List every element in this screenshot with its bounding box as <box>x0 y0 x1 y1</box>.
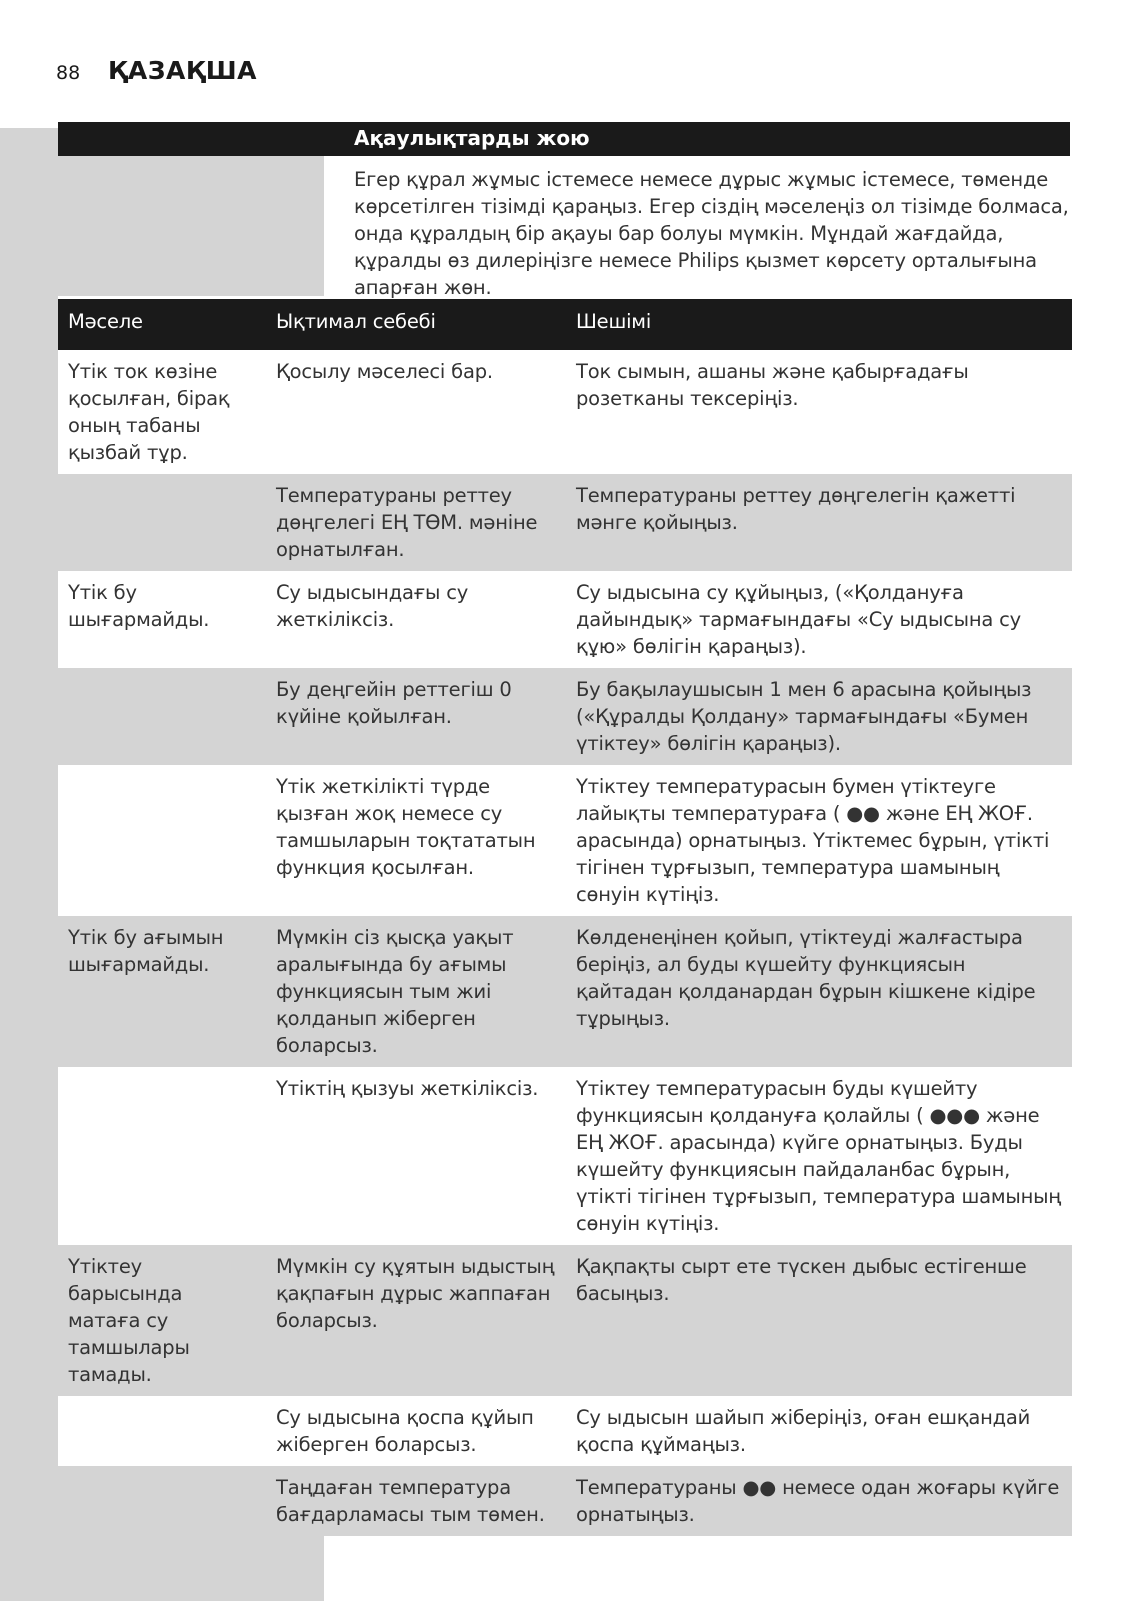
left-margin-band <box>0 128 58 1601</box>
troubleshooting-table <box>58 299 1072 1536</box>
column-header-problem: Мәселе <box>58 299 266 350</box>
cause-cell: Үтіктің қызуы жеткіліксіз. <box>276 1077 539 1100</box>
table-row <box>58 350 1072 474</box>
cause-cell: Үтік жеткілікті түрде қызған жоқ немесе су тамшыларын тоқтататын функция қосылған. <box>276 775 536 879</box>
problem-cell: Үтік бу ағымын шығармайды. <box>58 916 266 1067</box>
page-number: 88 <box>56 62 81 84</box>
cause-cell: Бу деңгейін реттегіш 0 күйіне қойылған. <box>266 668 566 765</box>
solution-cell: Үтіктеу температурасын бумен үтіктеуге лайықты температураға ( ●● және ЕҢ ЖОҒ. арасында) орнатыңыз. Үтіктемес бұрын, үтікті тігінен тұрғызып, температура шамының сөнуін күтіңіз. <box>576 775 1050 906</box>
problem-cell: Үтіктеу барысында матаға су тамшылары тамады. <box>58 1245 266 1396</box>
solution-cell: Су ыдысына су құйыңыз, («Қолдануға дайындық» тармағындағы «Су ыдысына су құю» бөлігін қараңыз). <box>576 581 1022 658</box>
cause-cell: Су ыдысындағы су жеткіліксіз. <box>276 581 469 631</box>
table-row <box>58 765 1072 916</box>
solution-cell: Қақпақты сырт ете түскен дыбыс естігенше басыңыз. <box>566 1245 1072 1396</box>
table-row <box>58 474 1072 571</box>
table-row <box>58 916 1072 1067</box>
cause-cell: Қосылу мәселесі бар. <box>276 360 493 383</box>
problem-cell: Үтік бу шығармайды. <box>68 581 210 631</box>
problem-cell <box>58 1067 266 1245</box>
solution-cell: Су ыдысын шайып жіберіңіз, оған ешқандай қоспа құймаңыз. <box>576 1406 1031 1456</box>
solution-cell: Көлденеңінен қойып, үтіктеуді жалғастыра беріңіз, ал буды күшейту функциясын қайтадан қолданардан бұрын кішкене кідіре тұрыңыз. <box>566 916 1072 1067</box>
cause-cell: Су ыдысына қоспа құйып жіберген боларсыз. <box>276 1406 534 1456</box>
problem-cell <box>58 1396 266 1466</box>
solution-cell: Бу бақылаушысын 1 мен 6 арасына қойыңыз («Құралды Қолдану» тармағындағы «Бумен үтіктеу» бөлігін қараңыз). <box>566 668 1072 765</box>
problem-cell <box>58 765 266 916</box>
solution-cell: Температураны ●● немесе одан жоғары күйге орнатыңыз. <box>566 1466 1072 1536</box>
problem-cell <box>58 474 266 571</box>
cause-cell: Мүмкін су құятын ыдыстың қақпағын дұрыс жаппаған боларсыз. <box>266 1245 566 1396</box>
column-header-cause: Ықтимал себебі <box>266 299 566 350</box>
table-row <box>58 1396 1072 1466</box>
problem-cell: Үтік ток көзіне қосылған, бірақ оның табаны қызбай тұр. <box>68 360 230 464</box>
table-row <box>58 1067 1072 1245</box>
column-header-solution: Шешімі <box>566 299 1072 350</box>
problem-cell <box>58 1466 266 1536</box>
cause-cell: Таңдаған температура бағдарламасы тым төмен. <box>266 1466 566 1536</box>
intro-paragraph: Егер құрал жұмыс істемесе немесе дұрыс жұмыс істемесе, төменде көрсетілген тізімді қараңыз. Егер сіздің мәселеңіз ол тізімде болмаса, онда құралдың бір ақауы бар болуы мүмкін. Мұндай жағдайда, құралды өз дилеріңізге немесе Philips қызмет көрсету орталығына апарған жөн. <box>354 168 1069 299</box>
table-row <box>58 1245 1072 1396</box>
section-title: Ақаулықтарды жою <box>354 126 590 150</box>
cause-cell: Температураны реттеу дөңгелегі ЕҢ ТӨМ. мәніне орнатылған. <box>266 474 566 571</box>
table-row <box>58 571 1072 668</box>
intro-side-box <box>58 156 324 296</box>
table-header-row <box>58 299 1072 350</box>
solution-cell: Үтіктеу температурасын буды күшейту функциясын қолдануға қолайлы ( ●●● және ЕҢ ЖОҒ. арасында) күйге орнатыңыз. Буды күшейту функциясын пайдаланбас бұрын, үтікті тігінен тұрғызып, температура шамының сөнуін күтіңіз. <box>576 1077 1061 1235</box>
problem-cell <box>58 668 266 765</box>
cause-cell: Мүмкін сіз қысқа уақыт аралығында бу ағымы функциясын тым жиі қолданып жіберген боларсыз. <box>266 916 566 1067</box>
table-row <box>58 1466 1072 1536</box>
table-row <box>58 668 1072 765</box>
solution-cell: Температураны реттеу дөңгелегін қажетті мәнге қойыңыз. <box>566 474 1072 571</box>
language-title: ҚАЗАҚША <box>108 56 257 85</box>
solution-cell: Ток сымын, ашаны және қабырғадағы розетканы тексеріңіз. <box>576 360 969 410</box>
